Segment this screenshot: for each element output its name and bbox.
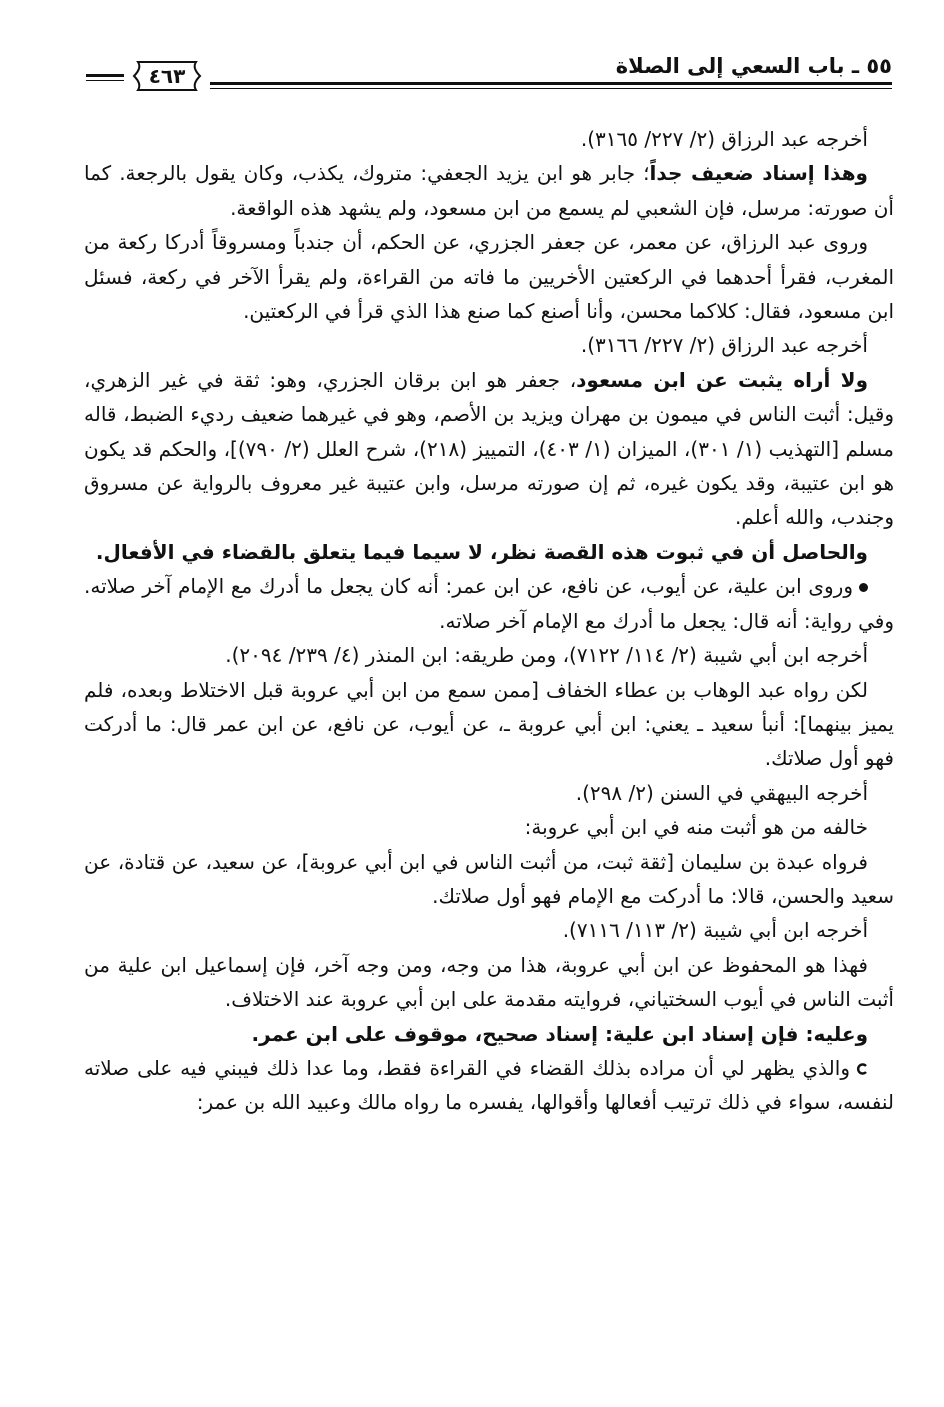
- header-rule-left: [86, 74, 124, 77]
- bold-text-run: وهذا إسناد ضعيف جداً: [649, 161, 868, 186]
- bold-text-run: ولا أراه يثبت عن ابن مسعود: [576, 367, 869, 392]
- paragraph: [84, 225, 894, 328]
- paragraph: [84, 569, 894, 638]
- paragraph: [84, 913, 894, 947]
- page-number: ٤٦٣: [148, 64, 186, 88]
- text-run: وروى ابن علية، عن أيوب، عن نافع، عن ابن عمر: أنه كان يجعل ما أدرك مع الإمام آخر صلاته. وفي رواية: أنه قال: يجعل ما أدرك مع الإمام آخر صلاته.: [84, 574, 894, 633]
- paragraph: [84, 1017, 894, 1051]
- text-run: وروى عبد الرزاق، عن معمر، عن جعفر الجزري، عن الحكم، أن جندباً ومسروقاً أدركا ركعة من المغرب، فقرأ أحدهما في الركعتين الأخريين ما فاته من القراءة، ولم يقرأ الآخر في ركعة، فسئل ابن مسعود، فقال: كلاكما محسن، وأنا أصنع كما صنع هذا الذي قرأ في الركعتين.: [84, 230, 894, 324]
- header-rule-left-thin: [86, 80, 124, 81]
- paragraph: [84, 535, 894, 569]
- text-run: فرواه عبدة بن سليمان [ثقة ثبت، من أثبت الناس في ابن أبي عروبة]، عن سعيد، عن قتادة، عن سعيد والحسن، قالا: ما أدركت مع الإمام فهو أول صلاتك.: [84, 849, 894, 908]
- page-header: [86, 52, 892, 96]
- paragraph: [84, 638, 894, 672]
- text-run: لكن رواه عبد الوهاب بن عطاء الخفاف [ممن سمع من ابن أبي عروبة قبل الاختلاط وبعده، فلم يميز بينهما]: أنبأ سعيد ـ يعني: ابن أبي عروبة ـ، عن أيوب، عن نافع، عن ابن عمر قال: ما أدركت فهو أول صلاتك.: [84, 677, 894, 771]
- paragraph: [84, 156, 894, 225]
- header-rule-right: [210, 82, 892, 85]
- paragraph: [84, 948, 894, 1017]
- paragraph: [84, 328, 894, 362]
- text-run: ؛ جابر هو ابن يزيد الجعفي: متروك، يكذب، وكان يقول بالرجعة. كما أن صورته: مرسل، فإن الشعبي لم يسمع من ابن مسعود، ولم يشهد هذه الواقعة.: [84, 161, 894, 220]
- bold-text-run: وعليه: فإن إسناد ابن علية: إسناد صحيح، موقوف على ابن عمر.: [251, 1021, 868, 1046]
- chapter-title: ٥٥ ـ باب السعي إلى الصلاة: [615, 54, 892, 78]
- text-run: أخرجه عبد الرزاق (٢/ ٢٢٧/ ٣١٦٥).: [580, 127, 868, 151]
- ring-marker-icon: [856, 1063, 868, 1075]
- paragraph: [84, 122, 894, 156]
- paragraph: [84, 810, 894, 844]
- bold-text-run: والحاصل أن في ثبوت هذه القصة نظر، لا سيما فيما يتعلق بالقضاء في الأفعال.: [95, 539, 868, 564]
- text-run: خالفه من هو أثبت منه في ابن أبي عروبة:: [524, 815, 868, 840]
- page-body: [84, 122, 894, 1120]
- paragraph: [84, 845, 894, 914]
- text-run: أخرجه ابن أبي شيبة (٢/ ١١٣/ ٧١١٦).: [562, 918, 868, 943]
- page-number-frame: [128, 58, 206, 94]
- paragraph: [84, 673, 894, 776]
- text-run: ، جعفر هو ابن برقان الجزري، وهو: ثقة في غير الزهري، وقيل: أثبت الناس في ميمون بن مهران ويزيد بن الأصم، وهو في غيرهما ضعيف رديء الضبط، قاله مسلم [التهذيب (١/ ٣٠١)، الميزان (١/ ٤٠٣)، التمييز (٢١٨)، شرح العلل (٢/ ٧٩٠)]، والحكم قد يكون هو ابن عتيبة، وقد يكون غيره، ثم إن صورته مرسل، وابن عتيبة غير معروف بالرواية عن مسروق وجندب، والله أعلم.: [84, 367, 894, 530]
- paragraph: [84, 776, 894, 810]
- text-run: فهذا هو المحفوظ عن ابن أبي عروبة، هذا من وجه، ومن وجه آخر، فإن إسماعيل ابن علية من أثبت الناس في أيوب السختياني، فروايته مقدمة على ابن أبي عروبة عند الاختلاف.: [84, 952, 894, 1012]
- text-run: أخرجه عبد الرزاق (٢/ ٢٢٧/ ٣١٦٦).: [580, 333, 868, 358]
- text-run: أخرجه ابن أبي شيبة (٢/ ١١٤/ ٧١٢٢)، ومن طريقه: ابن المنذر (٤/ ٢٣٩/ ٢٠٩٤).: [225, 643, 868, 668]
- header-rule-right-thin: [210, 88, 892, 89]
- text-run: أخرجه البيهقي في السنن (٢/ ٢٩٨).: [575, 780, 868, 805]
- paragraph: [84, 363, 894, 535]
- text-run: والذي يظهر لي أن مراده بذلك القضاء في القراءة فقط، وما عدا ذلك فيبني فيه على صلاته لنفسه، سواء في ذلك ترتيب أفعالها وأقوالها، يفسره ما رواه مالك وعبيد الله بن عمر:: [84, 1055, 894, 1115]
- bullet-icon: [859, 583, 868, 592]
- paragraph: [84, 1051, 894, 1120]
